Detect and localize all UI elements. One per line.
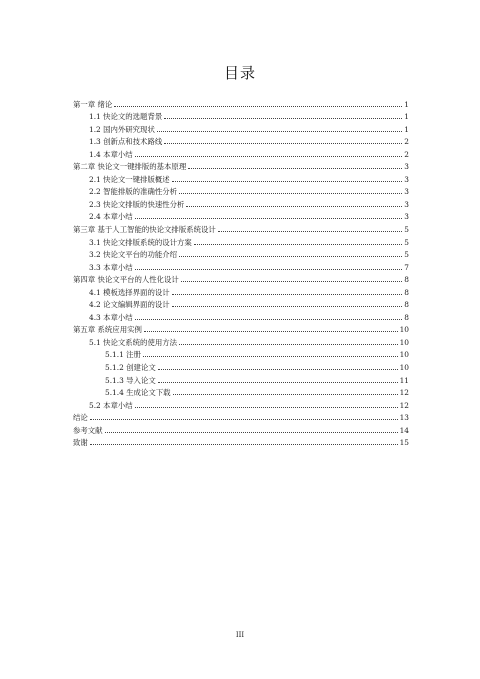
toc-dot-leader: [172, 180, 403, 182]
toc-entry-page: 10: [399, 325, 409, 335]
toc-dot-leader: [188, 167, 402, 169]
toc-entry-label: 5.2 本章小结: [89, 400, 133, 410]
toc-entry-page: 8: [404, 287, 409, 297]
toc-entry-label: 4.2 论文编辑界面的设计: [89, 300, 170, 310]
toc-dot-leader: [135, 217, 403, 219]
toc-dot-leader: [181, 280, 402, 282]
toc-entry-page: 12: [399, 388, 409, 398]
toc-entry-page: 7: [404, 262, 409, 272]
toc-entry-label: 1.4 本章小结: [89, 149, 133, 159]
toc-entry[interactable]: [73, 397, 409, 410]
toc-entry-page: 3: [404, 212, 409, 222]
toc-entry-label: 3.1 快论文排版系统的设计方案: [89, 237, 192, 247]
toc-dot-leader: [144, 330, 398, 332]
toc-entry-page: 8: [404, 312, 409, 322]
toc-dot-leader: [143, 355, 398, 357]
toc-entry[interactable]: [73, 334, 409, 347]
toc-list: [73, 96, 409, 447]
toc-entry-page: 10: [399, 363, 409, 373]
toc-entry[interactable]: [73, 109, 409, 122]
toc-dot-leader: [164, 117, 402, 119]
toc-entry-page: 5: [404, 225, 409, 235]
toc-entry-label: 致谢: [73, 438, 88, 448]
toc-entry[interactable]: [73, 96, 409, 109]
toc-entry[interactable]: [73, 284, 409, 297]
toc-dot-leader: [172, 293, 403, 295]
toc-entry-page: 10: [399, 337, 409, 347]
footer-page-number: III: [235, 631, 245, 639]
toc-dot-leader: [158, 381, 398, 383]
toc-dot-leader: [186, 205, 402, 207]
toc-entry-label: 5.1.3 导入论文: [105, 375, 156, 385]
toc-entry-label: 第四章 快论文平台的人性化设计: [73, 275, 179, 285]
toc-dot-leader: [135, 406, 398, 408]
toc-dot-leader: [90, 418, 398, 420]
toc-entry-label: 5.1.1 注册: [105, 350, 141, 360]
toc-entry-page: 8: [404, 275, 409, 285]
toc-entry-page: 14: [399, 425, 409, 435]
toc-entry[interactable]: [73, 196, 409, 209]
toc-entry-page: 3: [404, 174, 409, 184]
toc-entry[interactable]: [73, 435, 409, 448]
toc-entry[interactable]: [73, 347, 409, 360]
toc-entry[interactable]: [73, 297, 409, 310]
toc-entry[interactable]: [73, 359, 409, 372]
toc-dot-leader: [105, 431, 398, 433]
toc-entry-label: 4.3 本章小结: [89, 312, 133, 322]
toc-dot-leader: [179, 192, 402, 194]
toc-entry-page: 5: [404, 237, 409, 247]
toc-entry-label: 参考文献: [73, 425, 103, 435]
toc-entry[interactable]: [73, 146, 409, 159]
toc-entry-page: 3: [404, 187, 409, 197]
toc-entry-page: 10: [399, 350, 409, 360]
toc-entry[interactable]: [73, 410, 409, 423]
toc-entry[interactable]: [73, 272, 409, 285]
toc-entry[interactable]: [73, 385, 409, 398]
toc-entry-page: 2: [404, 137, 409, 147]
toc-entry-page: 3: [404, 162, 409, 172]
toc-entry-label: 5.1 快论文系统的使用方法: [89, 337, 178, 347]
toc-dot-leader: [194, 243, 403, 245]
toc-dot-leader: [218, 230, 403, 232]
toc-entry-label: 3.2 快论文平台的功能介绍: [89, 250, 178, 260]
toc-entry-page: 11: [399, 375, 409, 385]
toc-entry[interactable]: [73, 372, 409, 385]
toc-entry-label: 2.1 快论文一键排版概述: [89, 174, 170, 184]
toc-entry[interactable]: [73, 209, 409, 222]
toc-entry[interactable]: [73, 422, 409, 435]
toc-dot-leader: [157, 130, 402, 132]
toc-entry-label: 4.1 模板选择界面的设计: [89, 287, 170, 297]
toc-entry[interactable]: [73, 121, 409, 134]
toc-entry[interactable]: [73, 247, 409, 260]
toc-entry-label: 第五章 系统应用实例: [73, 325, 142, 335]
toc-entry-label: 结论: [73, 413, 88, 423]
toc-entry[interactable]: [73, 322, 409, 335]
toc-entry-page: 5: [404, 250, 409, 260]
toc-entry-page: 13: [399, 413, 409, 423]
toc-entry-label: 第一章 绪论: [73, 99, 113, 109]
toc-entry[interactable]: [73, 159, 409, 172]
toc-entry-label: 2.3 快论文排版的快速性分析: [89, 199, 185, 209]
toc-entry-page: 15: [399, 438, 409, 448]
toc-entry-label: 第三章 基于人工智能的快论文排版系统设计: [73, 225, 216, 235]
toc-dot-leader: [173, 393, 398, 395]
toc-entry-page: 1: [404, 124, 409, 134]
toc-entry-label: 5.1.2 创建论文: [105, 363, 156, 373]
toc-entry-label: 1.2 国内外研究现状: [89, 124, 155, 134]
toc-entry-label: 1.3 创新点和技术路线: [89, 137, 163, 147]
toc-dot-leader: [164, 142, 402, 144]
toc-entry-page: 2: [404, 149, 409, 159]
toc-dot-leader: [114, 105, 402, 107]
toc-dot-leader: [135, 155, 403, 157]
toc-entry-page: 8: [404, 300, 409, 310]
toc-entry[interactable]: [73, 184, 409, 197]
toc-entry-label: 5.1.4 生成论文下载: [105, 388, 171, 398]
toc-dot-leader: [179, 343, 398, 345]
toc-entry-page: 1: [404, 112, 409, 122]
toc-entry-label: 3.3 本章小结: [89, 262, 133, 272]
toc-title: 目录: [223, 64, 256, 82]
toc-dot-leader: [90, 443, 398, 445]
toc-entry-label: 第二章 快论文一键排版的基本原理: [73, 162, 187, 172]
toc-entry-page: 1: [404, 99, 409, 109]
toc-dot-leader: [172, 305, 403, 307]
toc-entry[interactable]: [73, 134, 409, 147]
toc-entry[interactable]: [73, 309, 409, 322]
toc-entry[interactable]: [73, 234, 409, 247]
toc-entry-label: 1.1 快论文的选题背景: [89, 112, 163, 122]
toc-entry[interactable]: [73, 259, 409, 272]
toc-entry[interactable]: [73, 171, 409, 184]
toc-entry-page: 12: [399, 400, 409, 410]
toc-entry-label: 2.2 智能排版的准确性分析: [89, 187, 178, 197]
toc-entry-page: 3: [404, 199, 409, 209]
toc-dot-leader: [158, 368, 398, 370]
toc-dot-leader: [179, 255, 402, 257]
toc-dot-leader: [135, 268, 403, 270]
toc-entry-label: 2.4 本章小结: [89, 212, 133, 222]
toc-entry[interactable]: [73, 221, 409, 234]
toc-dot-leader: [135, 318, 403, 320]
